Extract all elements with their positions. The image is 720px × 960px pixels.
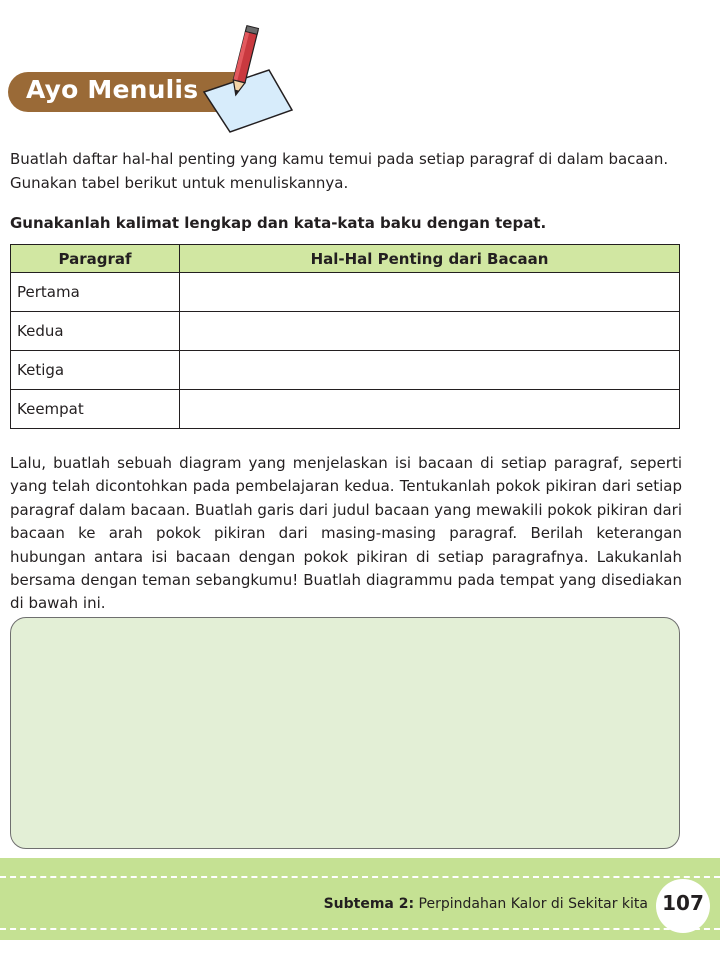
subtheme-label: Subtema 2: — [323, 896, 415, 912]
diagram-instruction-text: Lalu, buatlah sebuah diagram yang menjelaskan isi bacaan di setiap paragraf, seperti yang telah dicontohkan pada pembelajaran kedua. Tentukanlah pokok pikiran dari setiap paragraf dalam bacaan. Buatlah garis dari judul bacaan yang mewakili pokok pikiran dari bacaan ke arah pokok pikiran dari masing-masing paragraf. Berilah keterangan hubungan antara isi bacaan dengan pokok pikiran di setiap paragrafnya. Lakukanlah bersama dengan teman sebangkumu! Buatlah diagrammu pada tempat yang disediakan di bawah ini. — [10, 454, 682, 613]
diagram-drawing-area[interactable] — [10, 617, 680, 849]
answer-cell[interactable] — [180, 312, 680, 351]
row-label: Keempat — [11, 390, 180, 429]
table-header-row — [11, 245, 680, 273]
answer-cell[interactable] — [180, 273, 680, 312]
row-label: Pertama — [11, 273, 180, 312]
pencil-paper-icon — [192, 22, 302, 137]
table-row — [11, 351, 680, 390]
row-label: Ketiga — [11, 351, 180, 390]
column-header-hal-penting: Hal-Hal Penting dari Bacaan — [180, 245, 680, 273]
footer-divider-top — [0, 876, 720, 878]
page-number: 107 — [662, 891, 704, 915]
table-row — [11, 273, 680, 312]
answer-cell[interactable] — [180, 390, 680, 429]
table-row — [11, 390, 680, 429]
column-header-paragraf: Paragraf — [11, 245, 180, 273]
table-row — [11, 312, 680, 351]
footer-caption — [324, 896, 648, 912]
footer-divider-bottom — [0, 928, 720, 930]
important-points-table — [10, 244, 680, 429]
instruction-text: Buatlah daftar hal-hal penting yang kamu temui pada setiap paragraf di dalam bacaan. Gunakan tabel berikut untuk menuliskannya. — [10, 150, 669, 192]
answer-cell[interactable] — [180, 351, 680, 390]
emphasis-text: Gunakanlah kalimat lengkap dan kata-kata baku dengan tepat. — [10, 214, 547, 232]
subtheme-title: Perpindahan Kalor di Sekitar kita — [418, 896, 648, 912]
page-title: Ayo Menulis — [26, 75, 199, 104]
row-label: Kedua — [11, 312, 180, 351]
